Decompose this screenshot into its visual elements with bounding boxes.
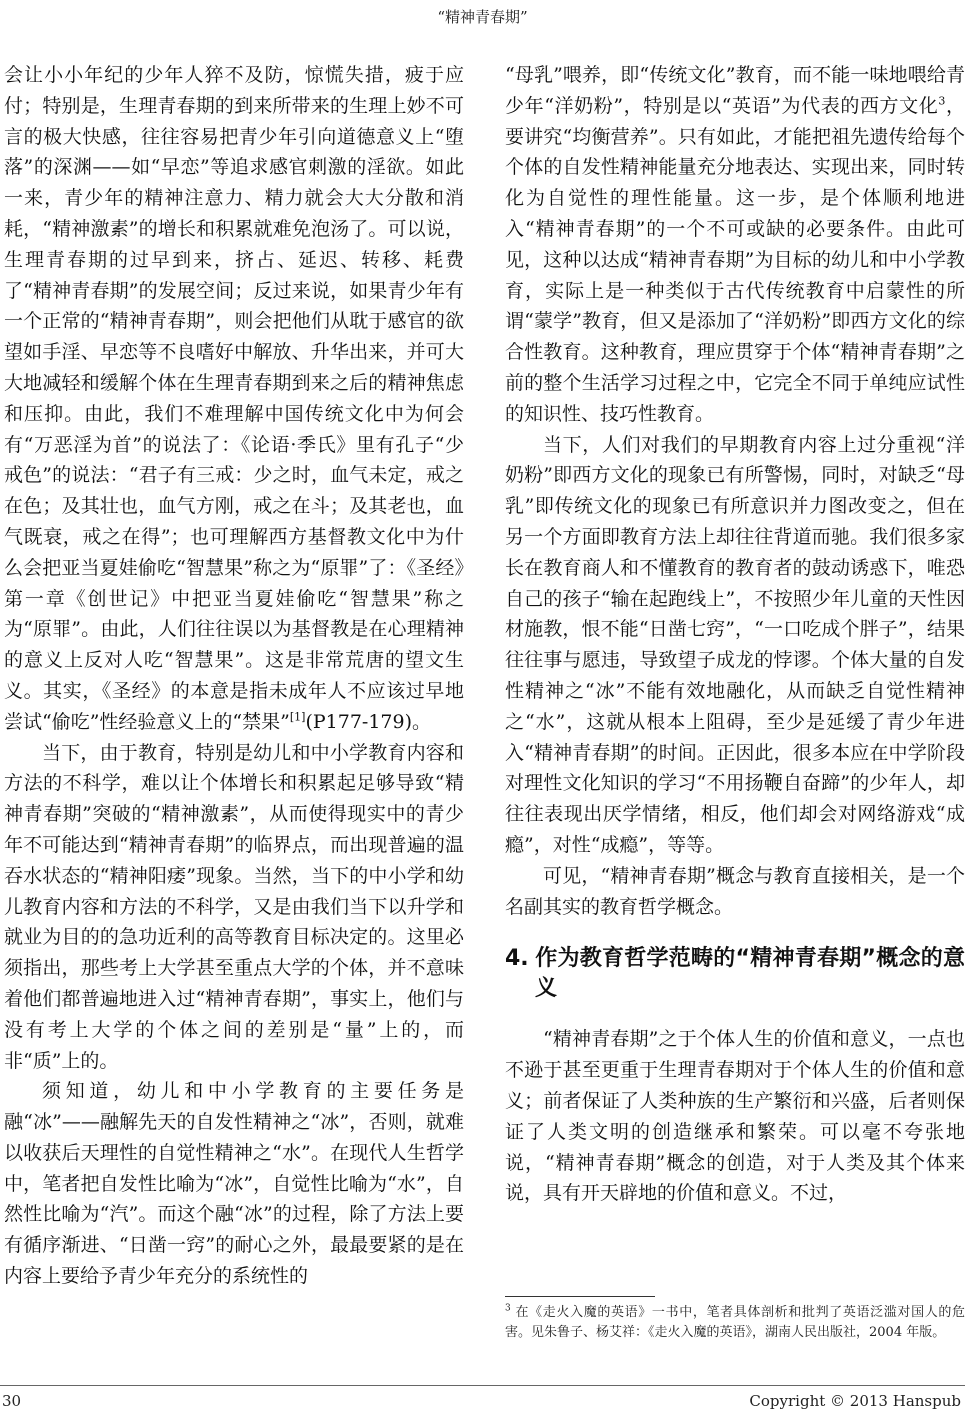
footnote-text: 在《走火入魔的英语》一书中，笔者具体剖析和批判了英语泛滥对国人的危害。见朱鲁子、杨艾祥：《走火入魔的英语》，湖南人民出版社，2004 年版。 [505,1305,965,1340]
paragraph: “精神青春期”之于个体人生的价值和意义，一点也不逊于甚至更重于生理青春期对于个体人生的价值和意义；前者保证了人类种族的生产繁衍和兴盛，后者则保证了人类文明的创造继承和繁荣。可以毫不夸张地说，“精神青春期”概念的创造，对于人类及其个体来说，具有开天辟地的价值和意义。不过， [505,1028,965,1205]
paragraph-text: 会让小小年纪的少年人猝不及防，惊慌失措，疲于应付；特别是，生理青春期的到来所带来的生理上妙不可言的极大快感，往往容易把青少年引向道德意义上“堕落”的深渊——如“早恋”等追求感官刺激的淫欲。如此一来，青少年的精神注意力、精力就会大大分散和消耗，“精神激素”的增长和积累就难免泡汤了。可以说，生理青春期的过早到来，挤占、延迟、转移、耗费了“精神青春期”的发展空间；反过来说，如果青少年有一个正常的“精神青春期”，则会把他们从耽于感官的欲望如手淫、早恋等不良嗜好中解放、升华出来，并可大大地减轻和缓解个体在生理青春期到来之后的精神焦虑和压抑。由此，我们不难理解中国传统文化中为何会有“万恶淫为首”的说法了：《论语·季氏》里有孔子“少戒色”的说法：“君子有三戒：少之时，血气未定，戒之在色；及其壮也，血气方刚，戒之在斗；及其老也，血气既衰，戒之在得”；也可理解西方基督教文化中为什么会把亚当夏娃偷吃“智慧果”称之为“原罪”了：《圣经》第一章《创世记》中把亚当夏娃偷吃“智慧果”称之为“原罪”。由此，人们往往误以为基督教是在心理精神的意义上反对人吃“智慧果”。这是非常荒唐的望文生义。其实，《圣经》的本意是指未成年人不应该过早地尝试“偷吃”性经验意义上的“禁果” [4,64,464,733]
citation-pages: (P177-179)。 [305,710,432,733]
paragraph: 可见，“精神青春期”概念与教育直接相关，是一个名副其实的教育哲学概念。 [505,864,965,918]
section-number: 4. [505,946,529,972]
footer-divider [0,1385,965,1386]
section-heading [505,944,965,1004]
running-header: “精神青春期” [437,8,528,26]
left-column [4,60,464,1292]
paragraph: 须知道，幼儿和中小学教育的主要任务是融“冰”——融解先天的自发性精神之“冰”，否则，就难以收获后天理性的自觉性精神之“水”。在现代人生哲学中，笔者把自发性比喻为“冰”，自觉性比喻为“水”，自然性比喻为“汽”。而这个融“冰”的过程，除了方法上要有循序渐进、“日凿一窍”的耐心之外，最最要紧的是在内容上要给予青少年充分的系统性的 [4,1080,464,1288]
paragraph [4,60,464,738]
citation-ref: [1] [289,710,306,724]
paragraph-text: “母乳”喂养，即“传统文化”教育，而不能一味地喂给青少年“洋奶粉”，特别是以“英语”为代表的西方文化 [505,64,965,117]
footnote-marker: 3 [505,1303,511,1314]
footnote-marker: 3 [938,94,946,108]
footnote [505,1303,965,1343]
paragraph [505,60,965,430]
paragraph: 当下，人们对我们的早期教育内容上过分重视“洋奶粉”即西方文化的现象已有所警惕，同时，对缺乏“母乳”即传统文化的现象已有所意识并力图改变之，但在另一个方面即教育方法上却往往背道而驰。我们很多家长在教育商人和不懂教育的教育者的鼓动诱惑下，唯恐自己的孩子“输在起跑线上”，不按照少年儿童的天性因材施教，恨不能“日凿七窍”，“一口吃成个胖子”，结果往往事与愿违，导致望子成龙的悖谬。个体大量的自发性精神之“冰”不能有效地融化，从而缺乏自觉性精神之“水”，这就从根本上阻碍，至少是延缓了青少年进入“精神青春期”的时间。正因此，很多本应在中学阶段对理性文化知识的学习“不用扬鞭自奋蹄”的少年人，却往往表现出厌学情绪，相反，他们却会对网络游戏“成瘾”，对性“成瘾”，等等。 [505,433,965,856]
section-title: 作为教育哲学范畴的“精神青春期”概念的意义 [535,946,965,1002]
paragraph-text: ，要讲究“均衡营养”。只有如此，才能把祖先遗传给每个个体的自发性精神能量充分地表达、实现出来，同时转化为自觉性的理性能量。这一步，是个体顺利地进入“精神青春期”的一个不可或缺的必要条件。由此可见，这种以达成“精神青春期”为目标的幼儿和中小学教育，实际上是一种类似于古代传统教育中启蒙性的所谓“蒙学”教育，但又是添加了“洋奶粉”即西方文化的综合性教育。这种教育，理应贯穿于个体“精神青春期”之前的整个生活学习过程之中，它完全不同于单纯应试性的知识性、技巧性教育。 [505,94,965,425]
copyright-notice: Copyright © 2013 Hanspub [749,1392,961,1410]
footnote-divider [505,1296,655,1297]
right-column [505,60,965,1209]
paragraph: 当下，由于教育，特别是幼儿和中小学教育内容和方法的不科学，难以让个体增长和积累起足够导致“精神青春期”突破的“精神激素”，从而使得现实中的青少年不可能达到“精神青春期”的临界点，而出现普遍的温吞水状态的“精神阳痿”现象。当然，当下的中小学和幼儿教育内容和方法的不科学，又是由我们当下以升学和就业为目的的急功近利的高等教育目标决定的。这里必须指出，那些考上大学甚至重点大学的个体，并不意味着他们都普遍地进入过“精神青春期”，事实上，他们与没有考上大学的个体之间的差别是“量”上的，而非“质”上的。 [4,741,464,1072]
page-number: 30 [2,1392,22,1410]
